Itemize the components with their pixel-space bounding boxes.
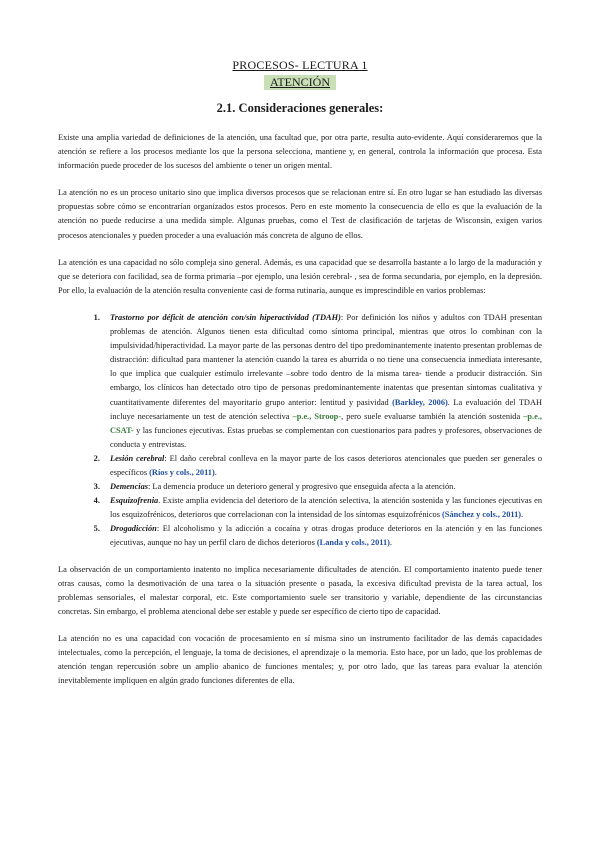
problem-list: [58, 311, 542, 551]
list-text: : Por definición los niños y adultos con TDAH presentan problemas de atención. Algunos tienen esta dificultad como síntoma principal, mientras que otros lo combinan con la impulsividad/hiperactividad. La mayor parte de las personas dentro del tipo predominantemente inatento presentan problemas de distracción: dificultad para mantener la atención cuando la tarea es aburrida o no tiene una consecuencia inmediata interesante, lo que implica que cualquier estímulo irrelevante –sobre todo dentro de la misma tarea- tiende a producir distracción. Sin embargo, los clínicos han detectado otro tipo de personas predominantemente inatentas que presentan síntomas cualitativa y cuantitativamente diferentes del mayoritario grupo anterior: lentitud y pasividad: [110, 312, 542, 407]
citation-sanchez: (Sánchez y cols., 2011): [442, 510, 522, 520]
paragraph-5: La atención no es una capacidad con vocación de procesamiento en sí misma sino un instrumento facilitador de las demás capacidades intelectuales, como la percepción, el lenguaje, la toma de decisiones, el aprendizaje o la memoria. Esto hace, por un lado, que los problemas de atención tengan repercusión sobre un amplio abanico de funciones mentales; y, por otro lado, que las tareas para evaluar la atención inevitablemente impliquen en algún grado funciones diferentes de ella.: [58, 633, 542, 686]
term-tdah: Trastorno por déficit de atención con/sin hiperactividad (TDAH): [110, 312, 341, 322]
term-lesion-cerebral: Lesión cerebral: [110, 453, 165, 463]
document-title: PROCESOS- LECTURA 1: [232, 58, 368, 72]
list-item-tdah: [102, 311, 542, 452]
document-subtitle: ATENCIÓN: [264, 75, 336, 90]
list-text: .: [389, 538, 393, 548]
list-item-drogadiccion: [102, 522, 542, 550]
list-text: : El alcoholismo y la adicción a cocaína y otras drogas produce deterioros en la atención y en las funciones ejecutivas, aunque no hay un perfil claro de dichos deterioros: [110, 524, 542, 548]
example-csat: –p.e., CSAT-: [110, 411, 543, 435]
list-text: : La demencia produce un deterioro general y progresivo que enseguida afecta a la atención.: [148, 482, 456, 492]
list-text: . Existe amplia evidencia del deterioro de la atención selectiva, la atención sostenida y las funciones ejecutivas en los esquizofrénicos, deterioros que correlacionan con la intensidad de los síntomas esquizofrénicos: [110, 496, 542, 520]
paragraph-4: La observación de un comportamiento inatento no implica necesariamente dificultades de atención. El comportamiento inatento puede tener otras causas, como la desmotivación de una tarea o la situación presente o pasada, la excesiva dificultad prevista de la tarea actual, los problemas sensoriales, el malestar corporal, etc. Este comportamiento suele ser transitorio y variable, dependiente de las circunstancias concretas. Sin embargo, el problema atencional debe ser estable y puede ser específico de cierto tipo de capacidad.: [58, 564, 542, 616]
term-demencias: Demencias: [110, 482, 149, 492]
paragraph-3: La atención es una capacidad no sólo compleja sino general. Además, es una capacidad que se desarrolla bastante a lo largo de la maduración y que se deteriora con facilidad, sea de forma primaria –por ejemplo, una lesión cerebral- , sea de forma secundaria, por ejemplo, en la depresión. Por ello, la evaluación de la atención resulta conveniente casi de forma rutinaria, aunque es imprescindible en varios problemas:: [58, 257, 542, 295]
list-text: .: [214, 467, 217, 477]
list-text: y las funciones ejecutivas. Estas pruebas se complementan con cuestionarios para padres y profesores, observaciones de conducta y entrevistas.: [110, 425, 542, 449]
section-title: 2.1. Consideraciones generales:: [216, 101, 384, 115]
paragraph-1: Existe una amplia variedad de definiciones de la atención, una facultad que, por otra parte, resulta auto-evidente. Aquí consideraremos que la atención se refiere a los procesos mediante los que la persona selecciona, mantiene y, en general, controla la información que procesa. Esta información puede proceder de los sucesos del ambiente o tener un origen mental.: [58, 133, 542, 171]
list-text: : El daño cerebral conlleva en la mayor parte de los casos deterioros atencionales que pueden ser generales o específicos: [110, 453, 543, 477]
paragraph-2: La atención no es un proceso unitario sino que implica diversos procesos que se relacionan entre sí. En otro lugar se han estudiado las diversas propuestas sobre cómo se encontrarían organizados estos procesos. Pero en este momento la consecuencia de ello es que la evaluación de la atención no puede reducirse a una medida simple. Algunas pruebas, como el Test de clasificación de tarjetas de Wisconsin, exigen varios procesos atencionales y pueden proceder a una evaluación más concreta de alguno de ellos.: [58, 188, 542, 240]
list-text: .: [521, 510, 524, 520]
document-body: [58, 131, 542, 701]
citation-landa: (Landa y cols., 2011): [316, 538, 390, 548]
term-esquizofrenia: Esquizofrenia: [110, 496, 159, 506]
list-item-lesion-cerebral: [102, 452, 542, 480]
list-item-esquizofrenia: [102, 494, 542, 522]
citation-rios: (Ríos y cols., 2011): [149, 467, 215, 477]
example-stroop: –p.e., Stroop-: [292, 411, 342, 421]
list-text: . La evaluación del TDAH incluye necesariamente un test de atención selectiva: [110, 397, 542, 421]
citation-barkley: (Barkley, 2006): [392, 397, 448, 407]
list-text: , pero suele evaluarse también la atención sostenida: [341, 411, 524, 421]
list-item-demencias: [102, 480, 542, 494]
term-drogadiccion: Drogadicción: [110, 524, 157, 534]
document-header: [0, 58, 600, 90]
